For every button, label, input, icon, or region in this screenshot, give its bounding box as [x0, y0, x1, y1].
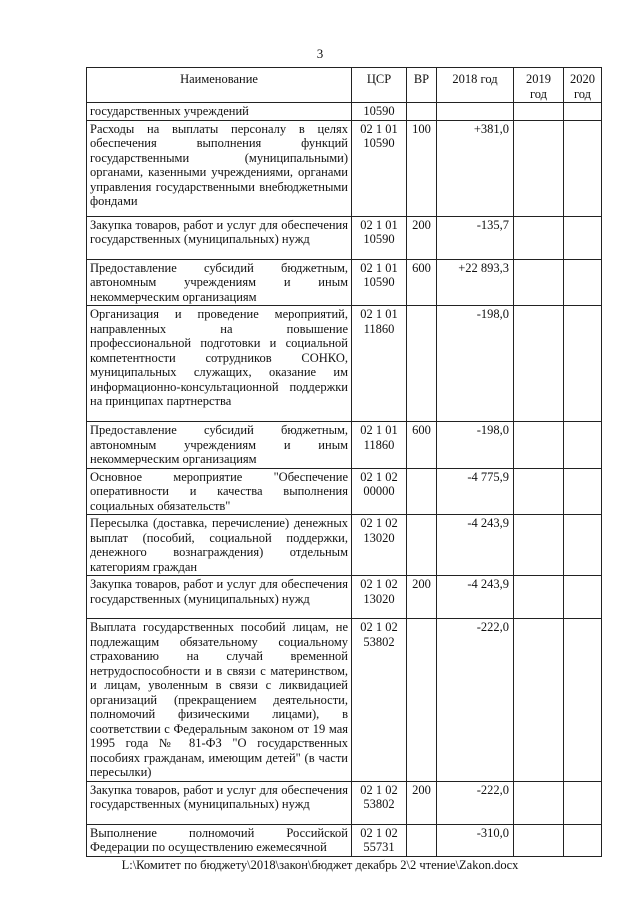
row-2020-cell: [564, 824, 602, 856]
row-csr-cell: 02 1 01 10590: [352, 120, 407, 216]
row-2019-cell: [514, 468, 564, 515]
table-row: [87, 103, 602, 121]
header-csr: ЦСР: [352, 68, 407, 103]
row-csr-cell: 02 1 01 10590: [352, 216, 407, 259]
table-row: [87, 781, 602, 824]
row-2020-cell: [564, 619, 602, 782]
row-name-cell: государственных учреждений: [87, 103, 352, 121]
row-2020-cell: [564, 120, 602, 216]
header-2020: 2020 год: [564, 68, 602, 103]
row-csr-cell: 02 1 01 11860: [352, 422, 407, 469]
header-2018: 2018 год: [437, 68, 514, 103]
row-csr-cell: 02 1 01 11860: [352, 306, 407, 422]
row-2018-cell: [437, 103, 514, 121]
row-2019-cell: [514, 103, 564, 121]
row-csr-cell: 02 1 02 00000: [352, 468, 407, 515]
row-vr-cell: 200: [407, 216, 437, 259]
row-vr-cell: [407, 306, 437, 422]
row-name-cell: Закупка товаров, работ и услуг для обеспечения государственных (муниципальных) нужд: [87, 781, 352, 824]
row-2019-cell: [514, 515, 564, 576]
row-csr-cell: 02 1 01 10590: [352, 259, 407, 306]
row-name-cell: Основное мероприятие "Обеспечение оперативности и качества выполнения социальных обязательств": [87, 468, 352, 515]
row-vr-cell: 600: [407, 422, 437, 469]
row-name-cell: Предоставление субсидий бюджетным, автономным учреждениям и иным некоммерческим организациям: [87, 259, 352, 306]
row-2020-cell: [564, 259, 602, 306]
table-body: [87, 103, 602, 857]
budget-table: [86, 67, 602, 857]
row-2019-cell: [514, 259, 564, 306]
row-vr-cell: [407, 619, 437, 782]
row-csr-cell: 02 1 02 55731: [352, 824, 407, 856]
row-2019-cell: [514, 422, 564, 469]
row-2019-cell: [514, 781, 564, 824]
header-name: Наименование: [87, 68, 352, 103]
row-name-cell: Организация и проведение мероприятий, направленных на повышение профессиональной подготовки и социальной компетентности сотрудников СОНКО, муниципальных служащих, оказание им информационно-консультационной поддержки на принципах партнерства: [87, 306, 352, 422]
row-2018-cell: -4 243,9: [437, 576, 514, 619]
row-csr-cell: 02 1 02 13020: [352, 576, 407, 619]
row-2018-cell: -222,0: [437, 619, 514, 782]
row-name-cell: Выплата государственных пособий лицам, не подлежащим обязательному социальному страхованию на случай временной нетрудоспособности и в связи с материнством, и лицам, уволенным в связи с ликвидацией организаций (прекращением деятельности, полномочий физическими лицами), в соответствии с Федеральным законом от 19 мая 1995 года № 81-ФЗ "О государственных пособиях гражданам, имеющим детей" (в части пересылки): [87, 619, 352, 782]
table-row: [87, 515, 602, 576]
table-header-row: [87, 68, 602, 103]
row-2020-cell: [564, 306, 602, 422]
row-2018-cell: -135,7: [437, 216, 514, 259]
header-2019: 2019 год: [514, 68, 564, 103]
table-row: [87, 120, 602, 216]
row-vr-cell: 100: [407, 120, 437, 216]
row-2019-cell: [514, 824, 564, 856]
row-vr-cell: 200: [407, 781, 437, 824]
row-2018-cell: -310,0: [437, 824, 514, 856]
row-csr-cell: 02 1 02 53802: [352, 781, 407, 824]
table-row: [87, 468, 602, 515]
table-row: [87, 216, 602, 259]
row-csr-cell: 02 1 02 13020: [352, 515, 407, 576]
footer-file-path: L:\Комитет по бюджету\2018\закон\бюджет декабрь 2\2 чтение\Zakon.docx: [121, 858, 519, 872]
row-2020-cell: [564, 468, 602, 515]
row-2018-cell: -198,0: [437, 422, 514, 469]
row-name-cell: Расходы на выплаты персоналу в целях обеспечения выполнения функций государственными (муниципальными) органами, казенными учреждениями, органами управления государственными внебюджетными фондами: [87, 120, 352, 216]
row-vr-cell: [407, 103, 437, 121]
row-2019-cell: [514, 619, 564, 782]
row-2020-cell: [564, 576, 602, 619]
row-2018-cell: -4 775,9: [437, 468, 514, 515]
row-2019-cell: [514, 216, 564, 259]
row-vr-cell: 200: [407, 576, 437, 619]
table-row: [87, 306, 602, 422]
row-name-cell: Закупка товаров, работ и услуг для обеспечения государственных (муниципальных) нужд: [87, 576, 352, 619]
row-csr-cell: 10590: [352, 103, 407, 121]
budget-table-container: [86, 67, 601, 857]
row-2020-cell: [564, 515, 602, 576]
row-2018-cell: +22 893,3: [437, 259, 514, 306]
row-csr-cell: 02 1 02 53802: [352, 619, 407, 782]
row-2019-cell: [514, 120, 564, 216]
row-name-cell: Предоставление субсидий бюджетным, автономным учреждениям и иным некоммерческим организациям: [87, 422, 352, 469]
row-2018-cell: -4 243,9: [437, 515, 514, 576]
row-name-cell: Выполнение полномочий Российской Федерации по осуществлению ежемесячной: [87, 824, 352, 856]
row-name-cell: Пересылка (доставка, перечисление) денежных выплат (пособий, социальной поддержки, денежного вознаграждения) отдельным категориям граждан: [87, 515, 352, 576]
row-2020-cell: [564, 422, 602, 469]
row-name-cell: Закупка товаров, работ и услуг для обеспечения государственных (муниципальных) нужд: [87, 216, 352, 259]
row-vr-cell: [407, 468, 437, 515]
row-vr-cell: [407, 824, 437, 856]
table-row: [87, 422, 602, 469]
row-2018-cell: -198,0: [437, 306, 514, 422]
table-row: [87, 259, 602, 306]
row-2020-cell: [564, 216, 602, 259]
page-number: 3: [316, 46, 324, 61]
row-2019-cell: [514, 306, 564, 422]
row-2019-cell: [514, 576, 564, 619]
row-2018-cell: +381,0: [437, 120, 514, 216]
row-vr-cell: [407, 515, 437, 576]
table-row: [87, 824, 602, 856]
table-row: [87, 619, 602, 782]
row-2020-cell: [564, 103, 602, 121]
row-2020-cell: [564, 781, 602, 824]
row-2018-cell: -222,0: [437, 781, 514, 824]
row-vr-cell: 600: [407, 259, 437, 306]
header-vr: ВР: [407, 68, 437, 103]
table-row: [87, 576, 602, 619]
